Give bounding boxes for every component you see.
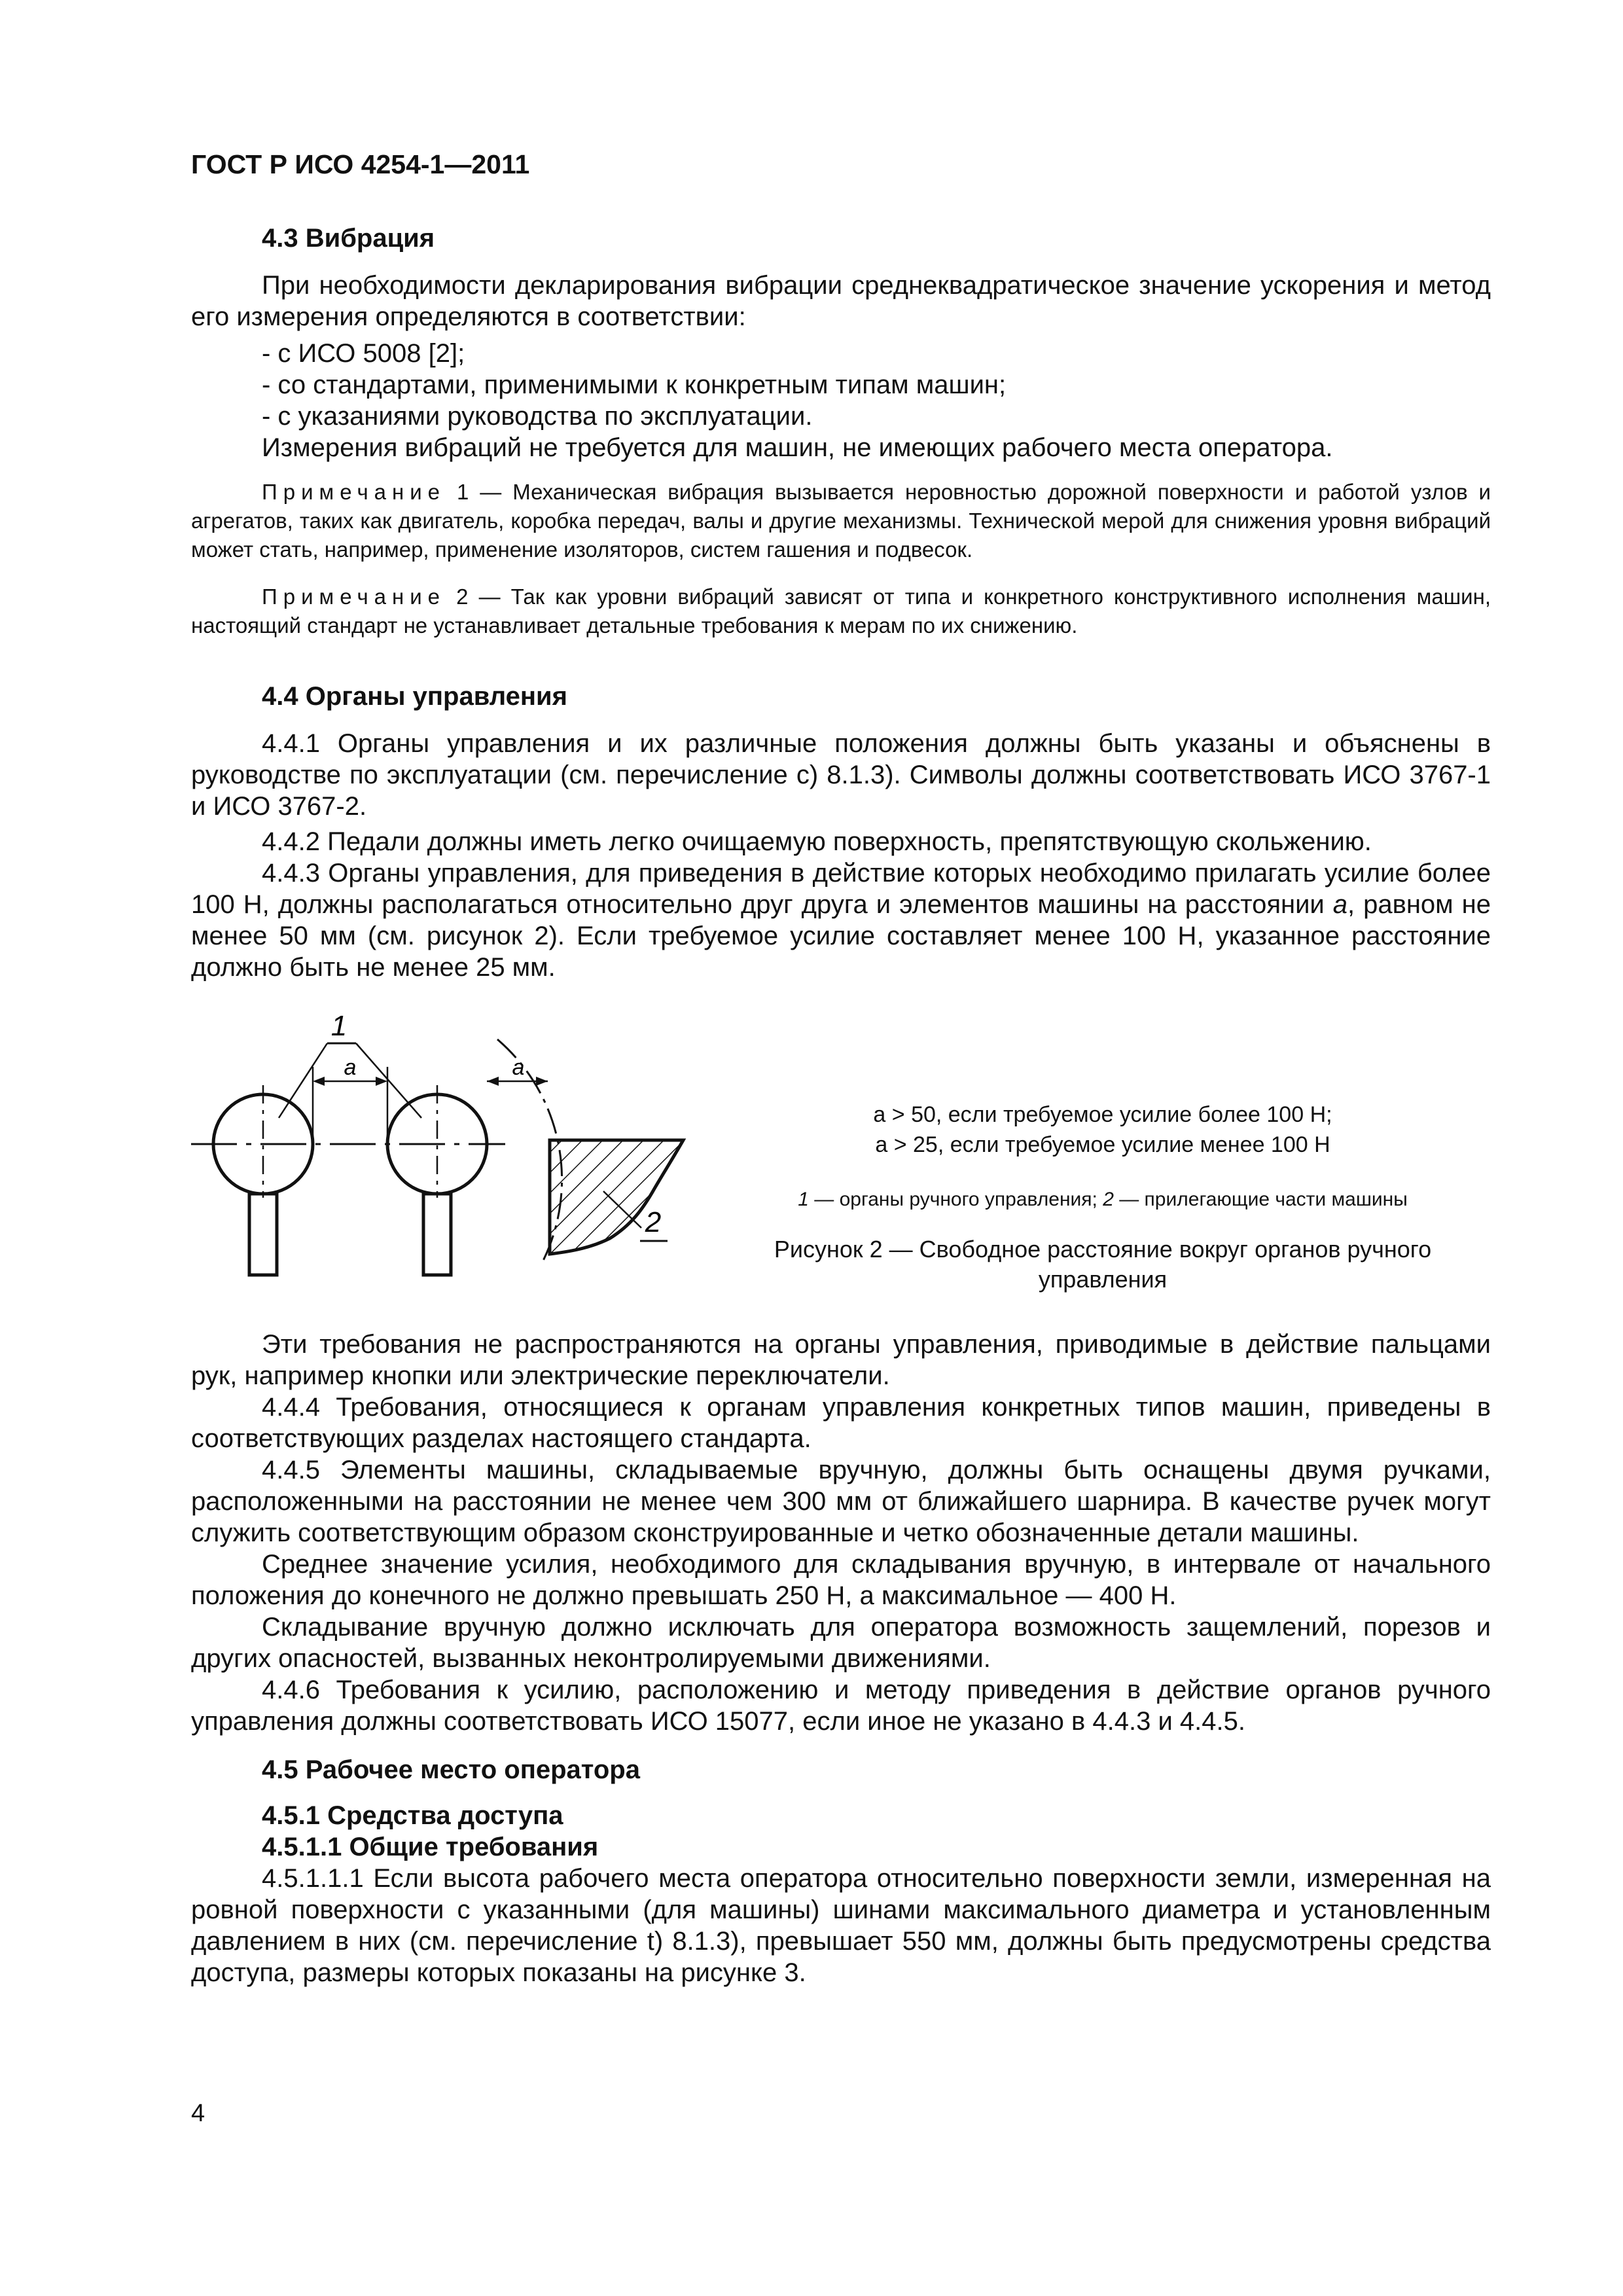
note-2-text: 2 — Так как уровни вибраций зависят от типа и конкретного конструктивного исполнения машин, настоящий стандарт не устанавливает детальные требования к мерам по их снижению. — [191, 584, 1491, 637]
section-4-3-closing: Измерения вибраций не требуется для машин, не имеющих рабочего места оператора. — [262, 433, 1333, 462]
legend-number-1: 1 — [798, 1189, 809, 1210]
list-item: - с ИСО 5008 [2]; — [262, 339, 465, 368]
figure-2-caption: Рисунок 2 — Свободное расстояние вокруг органов ручного управления — [774, 1236, 1432, 1293]
paragraph-4-4-4: 4.4.4 Требования, относящиеся к органам управления конкретных типов машин, приведены в соответствующих разделах настоящего стандарта. — [191, 1393, 1491, 1453]
legend-number-2: 2 — [1103, 1189, 1114, 1210]
section-4-4-title: 4.4 Органы управления — [262, 682, 567, 711]
note-1-text: 1 — Механическая вибрация вызывается неровностью дорожной поверхности и работой узлов и агрегатов, таких как двигатель, коробка передач, валы и другие механизмы. Технической мерой для снижения уровня вибраций может стать, например, применение изоляторов, систем гашения и подвесок. — [191, 480, 1491, 562]
paragraph-folding-force: Среднее значение усилия, необходимого для складывания вручную, в интервале от начального положения до конечного не должно превышать 250 Н, а максимальное — 400 Н. — [191, 1550, 1491, 1610]
paragraph-4-4-6: 4.4.6 Требования к усилию, расположению и методу приведения в действие органов ручного управления должны соответствовать ИСО 15077, если иное не указано в 4.4.3 и 4.4.5. — [191, 1676, 1491, 1736]
section-4-5-1-1-title: 4.5.1.1 Общие требования — [262, 1833, 599, 1861]
control-knob-left — [213, 1085, 313, 1275]
paragraph-4-4-2: 4.4.2 Педали должны иметь легко очищаемую поверхность, препятствующую скольжению. — [262, 827, 1372, 856]
note-2 — [191, 583, 1491, 640]
list-item: - с указаниями руководства по эксплуатации. — [262, 402, 813, 431]
legend-text-1: — органы ручного управления; — [808, 1189, 1103, 1210]
section-4-5-title: 4.5 Рабочее место оператора — [262, 1755, 640, 1784]
paragraph-4-4-1: 4.4.1 Органы управления и их различные положения должны быть указаны и объяснены в руководстве по эксплуатации (см. перечисление с) 8.1.3). Символы должны соответствовать ИСО 3767-1 и ИСО 3767-2. — [191, 729, 1491, 821]
figure-2-condition-2: а > 25, если требуемое усилие менее 100 Н — [875, 1132, 1330, 1157]
paragraph-4-4-3-a: 4.4.3 Органы управления, для приведения в действие которых необходимо прилагать усилие более 100 Н, должны располагаться относительно друг друга и элементов машины на расстоянии — [191, 859, 1491, 919]
label-1: 1 — [330, 1010, 348, 1042]
page-number: 4 — [191, 2100, 205, 2127]
variable-a: а — [1332, 890, 1347, 919]
machine-part — [550, 1140, 683, 1254]
control-knob-right — [387, 1085, 487, 1275]
section-4-3-intro: При необходимости декларирования вибрации среднеквадратическое значение ускорения и метод его измерения определяются в соответствии: — [191, 271, 1491, 331]
paragraph-4-4-5: 4.4.5 Элементы машины, складываемые вручную, должны быть оснащены двумя ручками, расположенными на расстоянии не менее чем 300 мм от ближайшего шарнира. В качестве ручек могут служить соответствующим образом сконструированные и четко обозначенные детали машины. — [191, 1456, 1491, 1547]
list-item: - со стандартами, применимыми к конкретным типам машин; — [262, 370, 1007, 399]
paragraph-exceptions: Эти требования не распространяются на органы управления, приводимые в действие пальцами рук, например кнопки или электрические переключатели. — [191, 1330, 1491, 1390]
paragraph-4-5-1-1-1: 4.5.1.1.1 Если высота рабочего места оператора относительно поверхности земли, измеренная на ровной поверхности с указанными (для машины) шинами максимального диаметра и установленным давлением в них (см. перечисление t) 8.1.3), превышает 550 мм, должны быть предусмотрены средства доступа, размеры которых показаны на рисунке 3. — [191, 1864, 1491, 1987]
dimension-a2-label: a — [512, 1055, 525, 1080]
paragraph-folding-safety: Складывание вручную должно исключать для оператора возможность защемлений, порезов и других опасностей, вызванных неконтролируемыми движениями. — [191, 1613, 1491, 1673]
document-page — [191, 0, 1491, 2296]
note-1 — [191, 478, 1491, 564]
section-4-5-1-title: 4.5.1 Средства доступа — [262, 1801, 563, 1830]
note-1-label: Примечание — [262, 480, 446, 504]
figure-2-legend — [715, 1185, 1491, 1215]
paragraph-4-4-3 — [191, 857, 1491, 983]
document-header: ГОСТ Р ИСО 4254-1—2011 — [191, 149, 530, 179]
note-2-label: Примечание — [262, 584, 446, 609]
paragraph-4-4-3-b: , равном не менее 50 мм (см. рисунок 2). Если требуемое усилие составляет менее 100 Н, указанное расстояние должно быть не менее 25 мм. — [191, 890, 1491, 982]
label-2: 2 — [645, 1206, 662, 1238]
figure-2-condition-1: а > 50, если требуемое усилие более 100 Н; — [873, 1102, 1332, 1127]
section-4-3-title: 4.3 Вибрация — [262, 224, 435, 253]
legend-text-2: — прилегающие части машины — [1113, 1189, 1408, 1210]
dimension-a-label: a — [344, 1055, 357, 1080]
